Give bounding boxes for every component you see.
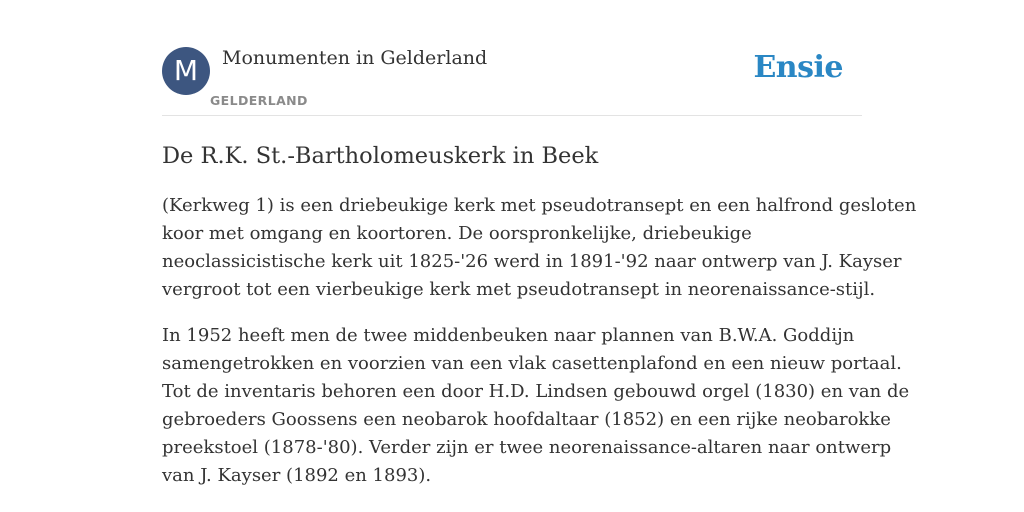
ensie-logo[interactable]: Ensie (753, 50, 843, 85)
paragraph-line: In 1952 heeft men de twee middenbeuken naar plannen van B.W.A. Goddijn (162, 325, 855, 346)
paragraph-line: koor met omgang en koortoren. De oorspronkelijke, driebeukige (162, 223, 752, 244)
paragraph-line: gebroeders Goossens een neobarok hoofdaltaar (1852) en een rijke neobarokke (162, 409, 891, 430)
paragraph-line: (Kerkweg 1) is een driebeukige kerk met pseudotransept en een halfrond gesloten (162, 195, 917, 216)
channel-header (162, 0, 862, 116)
avatar[interactable]: M (162, 47, 210, 95)
article-paragraph (162, 192, 917, 304)
paragraph-line: van J. Kayser (1892 en 1893). (162, 465, 432, 486)
article-paragraph (162, 322, 910, 490)
region-label[interactable]: GELDERLAND (210, 93, 308, 108)
paragraph-line: preekstoel (1878-'80). Verder zijn er twee neorenaissance-altaren naar ontwerp (162, 437, 892, 458)
article-card (162, 0, 917, 490)
paragraph-line: vergroot tot een vierbeukige kerk met pseudotransept in neorenaissance-stijl. (162, 279, 876, 300)
channel-title[interactable]: Monumenten in Gelderland (222, 47, 488, 69)
paragraph-line: neoclassicistische kerk uit 1825-'26 werd in 1891-'92 naar ontwerp van J. Kayser (162, 251, 902, 272)
paragraph-line: Tot de inventaris behoren een door H.D. Lindsen gebouwd orgel (1830) en van de (162, 381, 910, 402)
paragraph-line: samengetrokken en voorzien van een vlak casettenplafond en een nieuw portaal. (162, 353, 902, 374)
article-title: De R.K. St.-Bartholomeuskerk in Beek (162, 143, 599, 169)
